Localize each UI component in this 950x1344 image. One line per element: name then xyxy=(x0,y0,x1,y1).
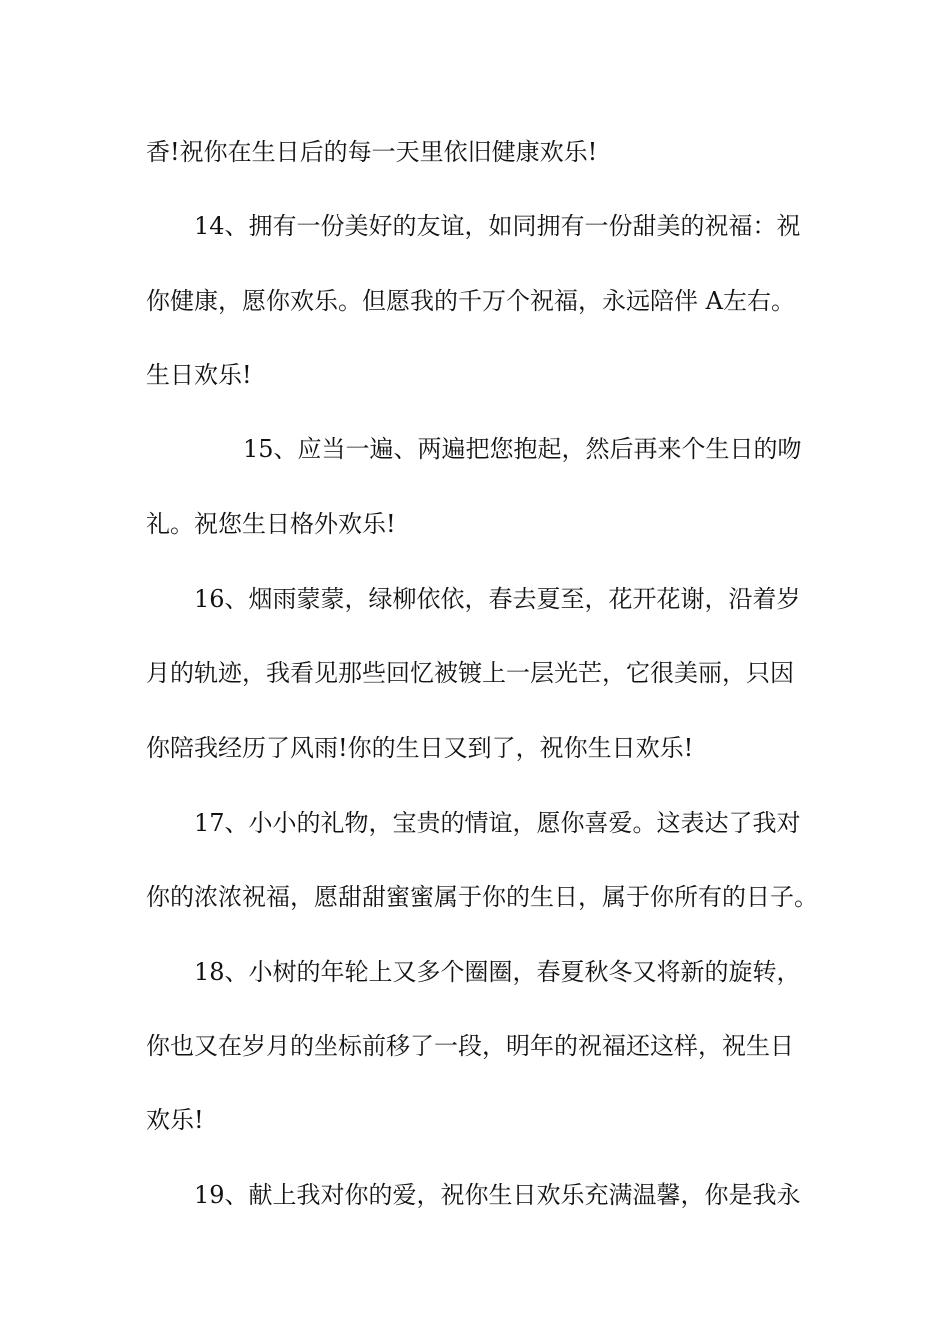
text-line: 礼。祝您生日格外欢乐! xyxy=(146,510,396,538)
text-line: 你也又在岁月的坐标前移了一段，明年的祝福还这样，祝生日 xyxy=(146,1032,794,1060)
text-line: 14、拥有一份美好的友谊，如同拥有一份甜美的祝福：祝 xyxy=(194,212,801,240)
text-line: 香!祝你在生日后的每一天里依旧健康欢乐! xyxy=(146,138,598,166)
text-line: 18、小树的年轮上又多个圈圈，春夏秋冬又将新的旋转， xyxy=(194,958,801,986)
text-line: 欢乐! xyxy=(146,1106,204,1134)
text-line: 19、献上我对你的爱，祝你生日欢乐充满温馨，你是我永 xyxy=(194,1181,801,1209)
text-line: 生日欢乐! xyxy=(146,361,252,389)
text-line: 15、应当一遍、两遍把您抱起，然后再来个生日的吻 xyxy=(243,435,802,463)
text-line: 你陪我经历了风雨!你的生日又到了，祝你生日欢乐! xyxy=(146,734,694,762)
text-line: 你的浓浓祝福，愿甜甜蜜蜜属于你的生日，属于你所有的日子。 xyxy=(146,883,818,911)
text-line: 17、小小的礼物，宝贵的情谊，愿你喜爱。这表达了我对 xyxy=(194,809,801,837)
text-line: 月的轨迹，我看见那些回忆被镀上一层光芒，它很美丽，只因 xyxy=(146,659,794,687)
text-line: 16、烟雨蒙蒙，绿柳依依，春去夏至，花开花谢，沿着岁 xyxy=(194,585,801,613)
text-line: 你健康，愿你欢乐。但愿我的千万个祝福，永远陪伴 A左右。 xyxy=(146,287,795,315)
